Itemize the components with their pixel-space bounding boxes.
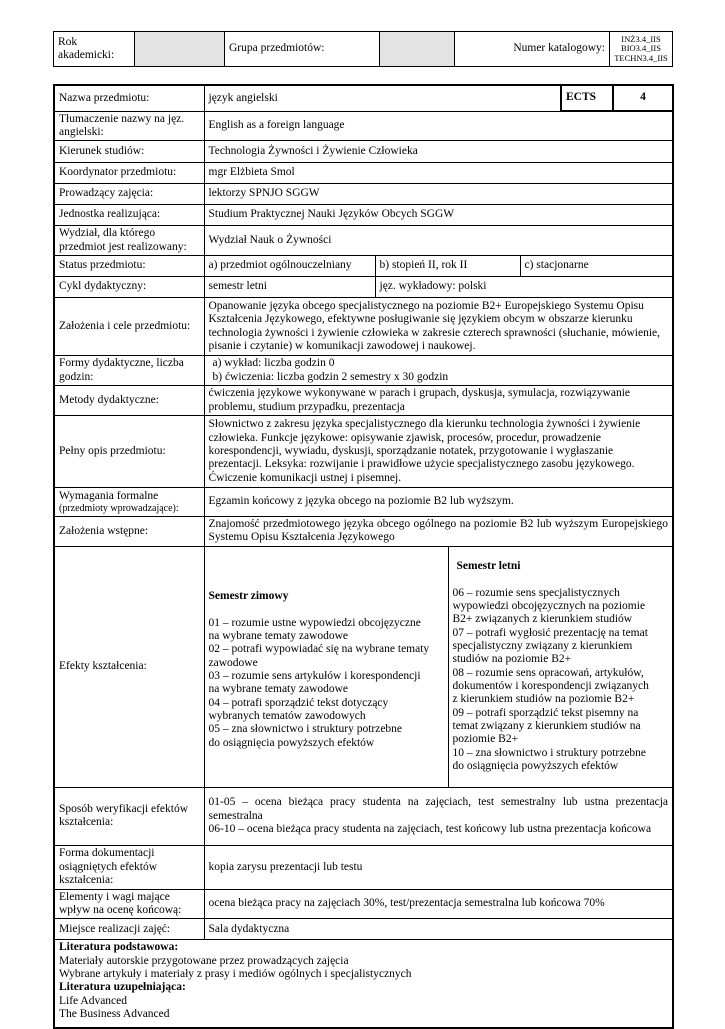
catalog-number-label: Numer katalogowy:	[455, 32, 610, 67]
description-label: Pełny opis przedmiotu:	[54, 416, 204, 488]
weights-label: Elementy i wagi mające wpływ na ocenę końcową:	[54, 889, 204, 919]
literature-item: Materiały autorskie przygotowane przez prowadzących zajęcia	[59, 954, 349, 967]
forms-exercises: b) ćwiczenia: liczba godzin 2 semestry x 30 godzin	[212, 370, 449, 383]
catalog-number: INŻ3.4_IIS	[621, 33, 661, 44]
goals-value: Opanowanie języka obcego specjalistycznego na poziomie B2+ Europejskiego Systemu Opisu Kształcenia Językowego, efektywne posługiwanie się językiem obcym w obszarze kierunku technologia żywności i żywienie człowieka w zakresie czterech sprawności (słuchanie, mówienie, pisanie i czytanie) w komunikacji zawodowej i naukowej.	[204, 298, 673, 356]
status-a: a) przedmiot ogólnouczelniany	[204, 256, 375, 277]
academic-year-value	[135, 32, 225, 67]
coordinator-value: mgr Elżbieta Smol	[204, 163, 673, 184]
verification-value	[204, 787, 673, 845]
prerequisites-value: Znajomość przedmiotowego języka obcego ogólnego na poziomie B2 lub wyższym Europejskiego Systemu Opisu Kształcenia Językowego	[204, 517, 673, 547]
literature-item: Wybrane artykuły i materiały z prasy i mediów ogólnych i specjalistycznych	[59, 968, 412, 981]
academic-year-label: Rok akademicki:	[54, 32, 135, 67]
course-table	[53, 84, 674, 1029]
outcomes-summer	[449, 547, 673, 787]
ects-value: 4	[613, 85, 673, 111]
prerequisites-label: Założenia wstępne:	[54, 517, 204, 547]
catalog-number: BIO3.4_IIS	[621, 43, 661, 54]
outcomes-value	[204, 546, 673, 787]
extra-literature-heading: Literatura uzupełniająca:	[59, 981, 186, 994]
requirements-label-sub: (przedmioty wprowadzające):	[59, 503, 179, 515]
weights-value: ocena bieżąca pracy na zajęciach 30%, test/prezentacja semestralna lub końcowa 70%	[204, 889, 673, 919]
ects-label: ECTS	[561, 85, 613, 111]
faculty-value: Wydział Nauk o Żywności	[204, 226, 673, 256]
teaching-language: jęz. wykładowy: polski	[375, 277, 673, 298]
literature-item: Life Advanced	[59, 994, 128, 1007]
subject-group-value	[380, 32, 455, 67]
requirements-value: Egzamin końcowy z języka obcego na poziomie B2 lub wyższym.	[204, 488, 673, 517]
documentation-label: Forma dokumentacji osiągniętych efektów kształcenia:	[54, 845, 204, 889]
documentation-value: kopia zarysu prezentacji lub testu	[204, 845, 673, 889]
unit-value: Studium Praktycznej Nauki Języków Obcych SGGW	[204, 205, 673, 226]
outcomes-winter	[205, 547, 449, 787]
basic-literature-heading: Literatura podstawowa:	[59, 941, 179, 954]
location-value: Sala dydaktyczna	[204, 919, 673, 940]
cycle-label: Cykl dydaktyczny:	[54, 277, 204, 298]
summer-semester-heading: Semestr letni	[456, 560, 521, 573]
description-value: Słownictwo z zakresu języka specjalistycznego dla kierunku technologia żywności i żywienie człowieka. Funkcje językowe: opisywanie zjawisk, procesów, procedur, prowadzenie korespondencji, wywiadu, dyskusji, sporządzanie notatek, przygotowanie i wygłaszanie prezentacji. Leksyka: rozwijanie i prawidłowe użycie specjalistycznego zasobu językowego. Ćwiczenie komunikacji ustnej i pisemnej.	[204, 416, 673, 488]
forms-lecture: a) wykład: liczba godzin 0	[212, 357, 335, 370]
catalog-number: TECHN3.4_IIS	[614, 52, 668, 63]
location-label: Miejsce realizacji zajęć:	[54, 919, 204, 940]
coordinator-label: Koordynator przedmiotu:	[54, 163, 204, 184]
course-name-label: Nazwa przedmiotu:	[54, 85, 204, 111]
verification-label: Sposób weryfikacji efektów kształcenia:	[54, 787, 204, 845]
methods-label: Metody dydaktyczne:	[54, 386, 204, 416]
field-of-study-label: Kierunek studiów:	[54, 141, 204, 163]
requirements-label-main: Wymagania formalne	[59, 489, 159, 502]
verification-1: 01-05 – ocena bieżąca pracy studenta na zajęciach, test semestralny lub ustna prezentacja semestralna	[208, 796, 669, 822]
outcomes-label: Efekty kształcenia:	[54, 546, 204, 787]
field-of-study-value: Technologia Żywności i Żywienie Człowieka	[204, 141, 673, 163]
forms-label: Formy dydaktyczne, liczba godzin:	[54, 356, 204, 386]
literature-item: The Business Advanced	[59, 1008, 170, 1021]
unit-label: Jednostka realizująca:	[54, 205, 204, 226]
catalog-numbers	[610, 32, 673, 67]
cycle-value: semestr letni	[204, 277, 375, 298]
status-c: c) stacjonarne	[520, 256, 673, 277]
verification-2: 06-10 – ocena bieżąca pracy studenta na zajęciach, test końcowy lub ustna prezentacja końcowa	[208, 822, 652, 835]
translation-value: English as a foreign language	[204, 111, 673, 141]
status-b: b) stopień II, rok II	[375, 256, 520, 277]
instructors-label: Prowadzący zajęcia:	[54, 184, 204, 205]
literature-section	[54, 940, 673, 1028]
instructors-value: lektorzy SPNJO SGGW	[204, 184, 673, 205]
header-table	[53, 31, 673, 67]
status-label: Status przedmiotu:	[54, 256, 204, 277]
course-name-value: język angielski	[204, 85, 561, 111]
winter-semester-heading: Semestr zimowy	[208, 590, 289, 603]
forms-value	[204, 356, 673, 386]
goals-label: Założenia i cele przedmiotu:	[54, 298, 204, 356]
requirements-label	[54, 488, 204, 517]
subject-group-label: Grupa przedmiotów:	[225, 32, 380, 67]
translation-label: Tłumaczenie nazwy na jęz. angielski:	[54, 111, 204, 141]
faculty-label: Wydział, dla którego przedmiot jest realizowany:	[54, 226, 204, 256]
summer-outcomes-text: 06 – rozumie sens specjalistycznych wypowiedzi obcojęzycznych na poziomie B2+ związanych z kierunkiem studiów 07 – potrafi wygłosić prezentację na temat specjalistyczny związany z kierunkiem studiów na poziomie B2+ 08 – rozumie sens opracowań, artykułów, dokumentów i korespondencji związanych z kierunkiem studiów na poziomie B2+ 09 – potrafi sporządzić tekst pisemny na temat związany z kierunkiem studiów na poziomie B2+ 10 – zna słownictwo i struktury potrzebne do osiągnięcia powyższych efektów	[452, 586, 649, 773]
winter-outcomes-text: 01 – rozumie ustne wypowiedzi obcojęzyczne na wybrane tematy zawodowe 02 – potrafi wypowiadać się na wybrane tematy zawodowe 03 – rozumie sens artykułów i korespondencji na wybrane tematy zawodowe 04 – potrafi sporządzić tekst dotyczący wybranych tematów zawodowych 05 – zna słownictwo i struktury potrzebne do osiągnięcia powyższych efektów	[208, 616, 430, 749]
methods-value: ćwiczenia językowe wykonywane w parach i grupach, dyskusja, symulacja, rozwiązywanie problemu, studium przypadku, prezentacja	[204, 386, 673, 416]
